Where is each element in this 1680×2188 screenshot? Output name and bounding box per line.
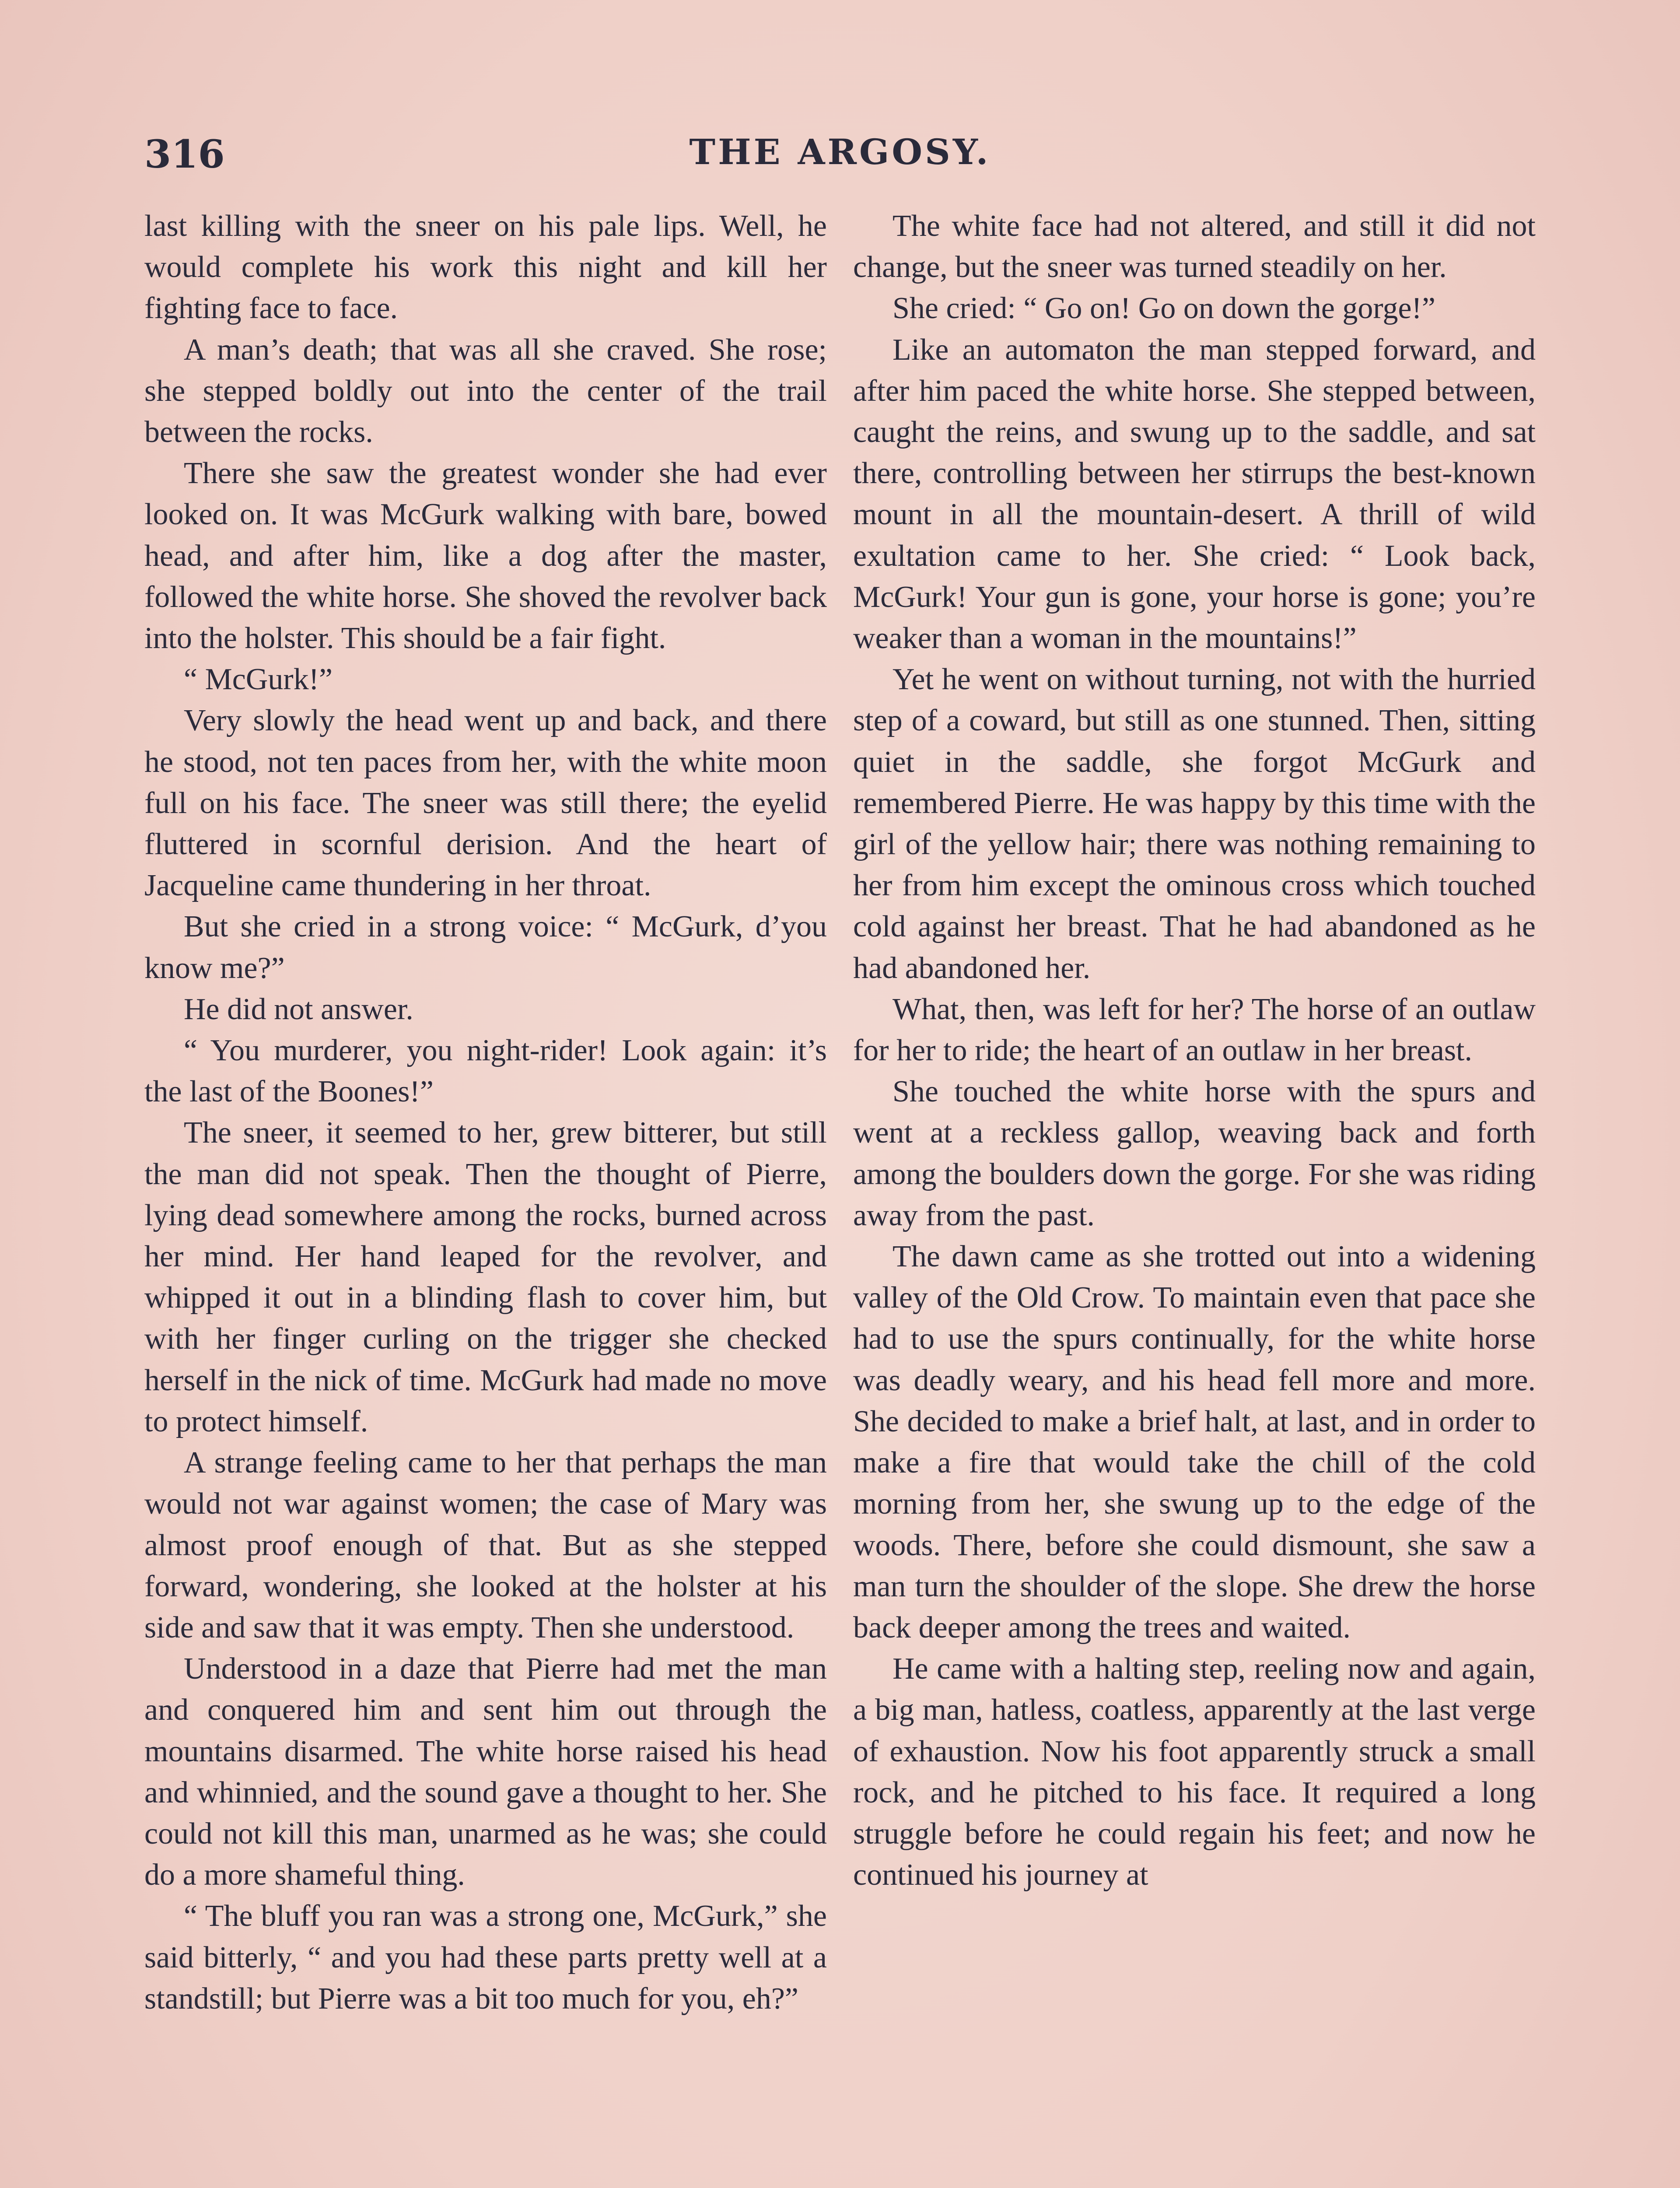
paragraph: The white face had not altered, and still it did not change, but the sneer was turned steadily on her. — [853, 209, 1536, 284]
paragraph: He did not answer. — [184, 992, 413, 1026]
paragraph: She cried: “ Go on! Go on down the gorge!” — [892, 291, 1435, 326]
paragraph: “ McGurk!” — [184, 663, 333, 697]
paragraph: There she saw the greatest wonder she had ever looked on. It was McGurk walking with bare, bowed head, and after him, like a dog after the master, followed the white horse. She shoved the revolver back into the holster. This should be a fair fight. — [144, 456, 827, 656]
paragraph: The dawn came as she trotted out into a widening valley of the Old Crow. To maintain even that pace she had to use the spurs continually, for the white horse was deadly weary, and his head fell more and more. She decided to make a brief halt, at last, and in order to make a fire that would take the chill of the cold morning from her, she swung up to the edge of the woods. There, before she could dismount, she saw a man turn the shoulder of the slope. She drew the horse back deeper among the trees and waited. — [853, 1240, 1536, 1645]
paragraph: Like an automaton the man stepped forward, and after him paced the white horse. She stepped between, caught the reins, and swung up to the saddle, and sat there, controlling between her stirrups the best-known mount in all the mountain-desert. A thrill of wild exultation came to her. She cried: “ Look back, McGurk! Your gun is gone, your horse is gone; you’re weaker than a woman in the mountains!” — [853, 333, 1536, 656]
page-number: 316 — [144, 131, 225, 177]
paragraph: Yet he went on without turning, not with the hurried step of a coward, but still as one stunned. Then, sitting quiet in the saddle, she forgot McGurk and remembered Pierre. He was happy by this time with the girl of the yellow hair; there was nothing remaining to her from him except the ominous cross which touched cold against her breast. That he had abandoned as he had abandoned her. — [853, 663, 1536, 985]
paragraph: “ You murderer, you night-rider! Look again: it’s the last of the Boones!” — [144, 1034, 827, 1109]
paragraph: She touched the white horse with the spurs and went at a reckless gallop, weaving back and forth among the boulders down the gorge. For she was riding away from the past. — [853, 1075, 1536, 1232]
right-column — [853, 206, 1536, 1896]
paragraph: He came with a halting step, reeling now and again, a big man, hatless, coatless, apparently at the last verge of exhaustion. Now his foot apparently struck a small rock, and he pitched to his face. It required a long struggle before he could regain his feet; and now he continued his journey at — [853, 1652, 1536, 1892]
paragraph: Understood in a daze that Pierre had met the man and conquered him and sent him out through the mountains disarmed. The white horse raised his head and whinnied, and the sound gave a thought to her. She could not kill this man, unarmed as he was; she could do a more shameful thing. — [144, 1652, 827, 1892]
paragraph: But she cried in a strong voice: “ McGurk, d’you know me?” — [144, 910, 827, 985]
left-column — [144, 206, 827, 2020]
paragraph: A strange feeling came to her that perhaps the man would not war against women; the case of Mary was almost proof enough of that. But as she stepped forward, wondering, she looked at the holster at his side and saw that it was empty. Then she understood. — [144, 1446, 827, 1645]
paragraph: What, then, was left for her? The horse of an outlaw for her to ride; the heart of an outlaw in her breast. — [853, 992, 1536, 1068]
page-header — [144, 131, 1536, 184]
paragraph: A man’s death; that was all she craved. She rose; she stepped boldly out into the center of the trail between the rocks. — [144, 333, 827, 449]
paragraph: The sneer, it seemed to her, grew bitterer, but still the man did not speak. Then the thought of Pierre, lying dead somewhere among the rocks, burned across her mind. Her hand leaped for the revolver, and whipped it out in a blinding flash to cover him, but with her finger curling on the trigger she checked herself in the nick of time. McGurk had made no move to protect himself. — [144, 1116, 827, 1438]
paragraph: “ The bluff you ran was a strong one, McGurk,” she said bitterly, “ and you had these parts pretty well at a standstill; but Pierre was a bit too much for you, eh?” — [144, 1899, 827, 2016]
paragraph: Very slowly the head went up and back, and there he stood, not ten paces from her, with the white moon full on his face. The sneer was still there; the eyelid fluttered in scornful derision. And the heart of Jacqueline came thundering in her throat. — [144, 704, 827, 903]
running-title: THE ARGOSY. — [689, 131, 991, 172]
paragraph: last killing with the sneer on his pale lips. Well, he would complete his work this night and kill her fighting face to face. — [144, 209, 827, 326]
